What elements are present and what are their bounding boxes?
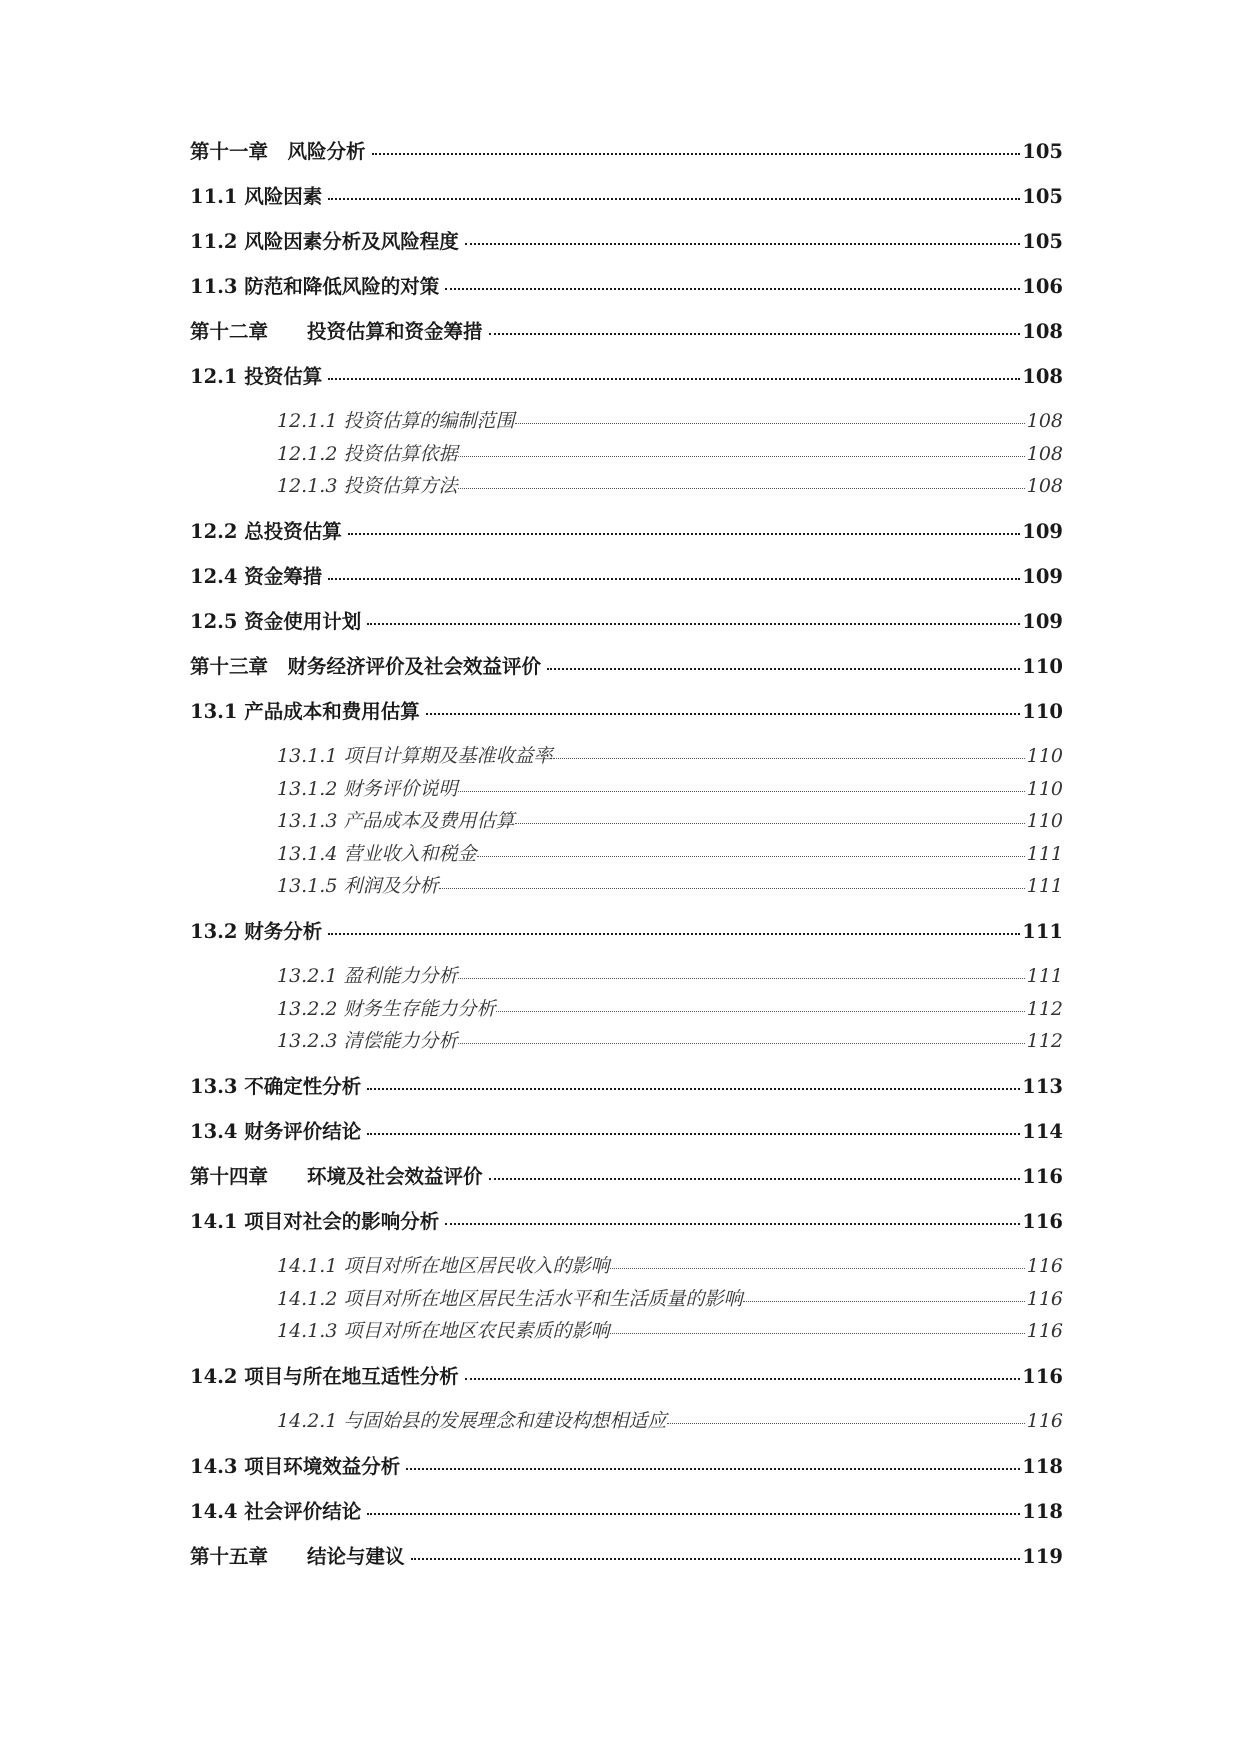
dot-leader <box>743 1301 1024 1302</box>
toc-page-number: 112 <box>1026 998 1063 1020</box>
toc-entry-title: 12.1 投资估算 <box>190 365 323 388</box>
toc-entry-title: 12.5 资金使用计划 <box>190 610 362 633</box>
dot-leader <box>515 823 1024 824</box>
toc-entry[interactable] <box>190 1071 1063 1099</box>
toc-entry[interactable] <box>190 1451 1063 1479</box>
toc-entry[interactable] <box>190 606 1063 634</box>
toc-entry[interactable] <box>190 181 1063 209</box>
dot-leader <box>406 1468 1020 1470</box>
toc-page-number: 110 <box>1026 778 1063 800</box>
toc-subentry[interactable] <box>277 406 1063 433</box>
dot-leader <box>547 668 1020 670</box>
dot-leader <box>610 1333 1024 1334</box>
toc-page-number: 110 <box>1026 745 1063 767</box>
toc-entry-title: 第十四章 环境及社会效益评价 <box>190 1165 483 1188</box>
toc-entry-title: 13.1.5 利润及分析 <box>277 875 439 897</box>
toc-entry-title: 11.2 风险因素分析及风险程度 <box>190 230 459 253</box>
dot-leader <box>328 198 1020 200</box>
dot-leader <box>515 423 1024 424</box>
dot-leader <box>477 856 1024 857</box>
toc-entry[interactable] <box>190 316 1063 344</box>
toc-entry-title: 13.1.2 财务评价说明 <box>277 778 458 800</box>
toc-entry-title: 14.1.2 项目对所在地区居民生活水平和生活质量的影响 <box>277 1288 743 1310</box>
toc-entry-title: 14.2 项目与所在地互适性分析 <box>190 1365 459 1388</box>
dot-leader <box>496 1011 1024 1012</box>
toc-subentry[interactable] <box>277 806 1063 833</box>
toc-page-number: 108 <box>1022 365 1063 388</box>
toc-page-number: 113 <box>1022 1075 1063 1098</box>
toc-entry-title: 14.4 社会评价结论 <box>190 1500 362 1523</box>
dot-leader <box>553 758 1024 759</box>
toc-page-number: 116 <box>1026 1288 1063 1310</box>
toc-page-number: 111 <box>1026 875 1063 897</box>
dot-leader <box>458 791 1024 792</box>
toc-subentry[interactable] <box>277 439 1063 466</box>
dot-leader <box>328 378 1020 380</box>
toc-entry[interactable] <box>190 1161 1063 1189</box>
toc-entry-title: 14.1.1 项目对所在地区居民收入的影响 <box>277 1255 610 1277</box>
dot-leader <box>667 1423 1024 1424</box>
toc-page-number: 110 <box>1022 700 1063 723</box>
dot-leader <box>610 1268 1024 1269</box>
toc-page-number: 111 <box>1026 843 1063 865</box>
toc-entry-title: 12.1.3 投资估算方法 <box>277 475 458 497</box>
toc-entry-title: 13.4 财务评价结论 <box>190 1120 362 1143</box>
dot-leader <box>465 1378 1020 1380</box>
toc-entry[interactable] <box>190 1361 1063 1389</box>
toc-page-number: 116 <box>1026 1320 1063 1342</box>
toc-page-number: 106 <box>1022 275 1063 298</box>
toc-page-number: 114 <box>1022 1120 1063 1143</box>
toc-page-number: 109 <box>1022 520 1063 543</box>
toc-page-number: 116 <box>1022 1210 1063 1233</box>
dot-leader <box>465 243 1020 245</box>
toc-entry-title: 13.2 财务分析 <box>190 920 323 943</box>
toc-entry-title: 13.1.1 项目计算期及基准收益率 <box>277 745 553 767</box>
toc-subentry[interactable] <box>277 741 1063 768</box>
dot-leader <box>367 1088 1020 1090</box>
toc-page-number: 105 <box>1022 185 1063 208</box>
dot-leader <box>439 888 1024 889</box>
dot-leader <box>445 288 1020 290</box>
toc-entry[interactable] <box>190 1541 1063 1569</box>
toc-page-number: 108 <box>1026 443 1063 465</box>
toc-entry-title: 14.2.1 与固始县的发展理念和建设构想相适应 <box>277 1410 667 1432</box>
dot-leader <box>348 533 1020 535</box>
dot-leader <box>328 578 1020 580</box>
dot-leader <box>458 488 1024 489</box>
toc-entry[interactable] <box>190 1116 1063 1144</box>
toc-entry[interactable] <box>190 361 1063 389</box>
toc-entry-title: 12.4 资金筹措 <box>190 565 323 588</box>
toc-entry-title: 12.2 总投资估算 <box>190 520 342 543</box>
toc-entry[interactable] <box>190 696 1063 724</box>
dot-leader <box>411 1558 1021 1560</box>
toc-entry-title: 13.1.4 营业收入和税金 <box>277 843 477 865</box>
toc-subentry[interactable] <box>277 1251 1063 1278</box>
dot-leader <box>458 456 1024 457</box>
dot-leader <box>328 933 1020 935</box>
toc-page-number: 111 <box>1022 920 1063 943</box>
toc-entry-title: 14.1 项目对社会的影响分析 <box>190 1210 440 1233</box>
toc-entry-title: 12.1.2 投资估算依据 <box>277 443 458 465</box>
toc-subentry[interactable] <box>277 1026 1063 1053</box>
toc-entry[interactable] <box>190 561 1063 589</box>
toc-page-number: 116 <box>1022 1165 1063 1188</box>
toc-page-number: 108 <box>1022 320 1063 343</box>
toc-entry-title: 第十三章 财务经济评价及社会效益评价 <box>190 655 542 678</box>
dot-leader <box>489 1178 1021 1180</box>
toc-entry-title: 13.1 产品成本和费用估算 <box>190 700 420 723</box>
dot-leader <box>445 1223 1020 1225</box>
toc-entry-title: 11.1 风险因素 <box>190 185 323 208</box>
toc-entry[interactable] <box>190 271 1063 299</box>
toc-page-number: 105 <box>1022 140 1063 163</box>
toc-subentry[interactable] <box>277 1284 1063 1311</box>
toc-subentry[interactable] <box>277 774 1063 801</box>
dot-leader <box>458 978 1024 979</box>
toc-page-number: 112 <box>1026 1030 1063 1052</box>
toc-entry-title: 12.1.1 投资估算的编制范围 <box>277 410 515 432</box>
toc-subentry[interactable] <box>277 471 1063 498</box>
toc-entry[interactable] <box>190 1496 1063 1524</box>
toc-page-number: 110 <box>1022 655 1063 678</box>
toc-subentry[interactable] <box>277 994 1063 1021</box>
toc-page-number: 110 <box>1026 810 1063 832</box>
toc-entry[interactable] <box>190 136 1063 164</box>
toc-page-number: 118 <box>1022 1455 1063 1478</box>
toc-entry-title: 13.2.2 财务生存能力分析 <box>277 998 496 1020</box>
toc-entry-title: 第十一章 风险分析 <box>190 140 366 163</box>
toc-entry[interactable] <box>190 226 1063 254</box>
toc-entry[interactable] <box>190 516 1063 544</box>
toc-subentry[interactable] <box>277 1316 1063 1343</box>
toc-entry-title: 14.3 项目环境效益分析 <box>190 1455 401 1478</box>
dot-leader <box>367 1133 1020 1135</box>
toc-subentry[interactable] <box>277 839 1063 866</box>
toc-subentry[interactable] <box>277 871 1063 898</box>
dot-leader <box>367 623 1020 625</box>
toc-subentry[interactable] <box>277 1406 1063 1433</box>
toc-page-number: 116 <box>1026 1410 1063 1432</box>
toc-page-number: 116 <box>1026 1255 1063 1277</box>
toc-entry-title: 13.2.1 盈利能力分析 <box>277 965 458 987</box>
toc-entry-title: 11.3 防范和降低风险的对策 <box>190 275 440 298</box>
toc-entry[interactable] <box>190 916 1063 944</box>
toc-page-number: 108 <box>1026 475 1063 497</box>
toc-entry[interactable] <box>190 651 1063 679</box>
toc-page-number: 119 <box>1022 1545 1063 1568</box>
dot-leader <box>367 1513 1020 1515</box>
toc-entry-title: 第十二章 投资估算和资金筹措 <box>190 320 483 343</box>
toc-page-number: 109 <box>1022 610 1063 633</box>
dot-leader <box>426 713 1020 715</box>
toc-entry-title: 13.1.3 产品成本及费用估算 <box>277 810 515 832</box>
toc-entry-title: 第十五章 结论与建议 <box>190 1545 405 1568</box>
toc-entry-title: 13.2.3 清偿能力分析 <box>277 1030 458 1052</box>
toc-page-number: 118 <box>1022 1500 1063 1523</box>
toc-subentry[interactable] <box>277 961 1063 988</box>
toc-entry-title: 13.3 不确定性分析 <box>190 1075 362 1098</box>
toc-page-number: 111 <box>1026 965 1063 987</box>
toc-entry[interactable] <box>190 1206 1063 1234</box>
toc-page-number: 109 <box>1022 565 1063 588</box>
toc-page-number: 105 <box>1022 230 1063 253</box>
dot-leader <box>372 153 1021 155</box>
toc-entry-title: 14.1.3 项目对所在地区农民素质的影响 <box>277 1320 610 1342</box>
dot-leader <box>489 333 1021 335</box>
toc-page-number: 116 <box>1022 1365 1063 1388</box>
dot-leader <box>458 1043 1024 1044</box>
toc-page-number: 108 <box>1026 410 1063 432</box>
